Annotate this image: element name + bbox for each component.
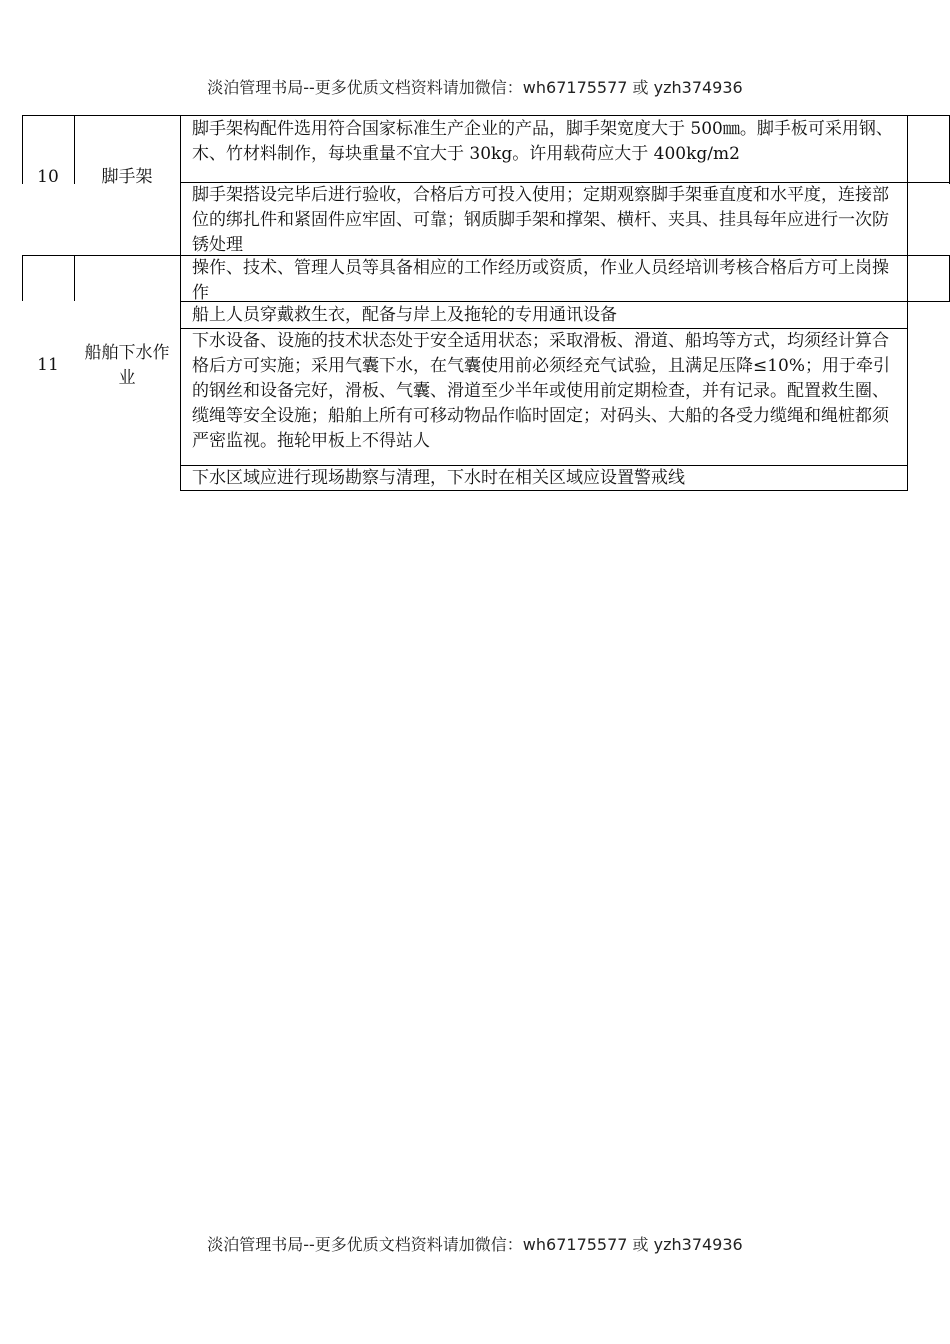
table-rule: [74, 255, 75, 301]
requirement-text: 下水区域应进行现场勘察与清理，下水时在相关区域应设置警戒线: [192, 468, 685, 488]
table-rule: [180, 301, 950, 302]
table-rule: [907, 115, 908, 491]
row-item: 脚手架: [101, 167, 153, 187]
requirement-text: 下水设备、设施的技术状态处于安全适用状态；采取滑板、滑道、船坞等方式，均须经计算合格后方可实施；采用气囊下水，在气囊使用前必须经充气试验，且满足压降≤10%；用于牵引的钢丝和设备完好，滑板、气囊、滑道至少半年或使用前定期检查，并有记录。配置救生圈、缆绳等安全设施；船舶上所有可移动物品作临时固定；对码头、大船的各受力缆绳和绳桩都须严密监视。拖轮甲板上不得站人: [192, 331, 891, 451]
page-footer: 淡泊管理书局--更多优质文档资料请加微信：wh67175577 或 yzh374936: [207, 1235, 743, 1254]
table-rule: [180, 115, 181, 491]
requirement-text: 脚手架构配件选用符合国家标准生产企业的产品，脚手架宽度大于 500㎜。脚手板可采用钢、木、竹材料制作，每块重量不宜大于 30kg。许用载荷应大于 400kg/m2: [192, 119, 893, 164]
table-rule: [22, 115, 950, 116]
page-header: 淡泊管理书局--更多优质文档资料请加微信：wh67175577 或 yzh374936: [207, 78, 743, 97]
row-item: 船舶下水作业: [84, 343, 170, 388]
table-rule: [180, 490, 907, 491]
requirement-text: 操作、技术、管理人员等具备相应的工作经历或资质，作业人员经培训考核合格后方可上岗操作: [192, 258, 889, 301]
row-number: 10: [37, 167, 59, 187]
requirement-text: 脚手架搭设完毕后进行验收，合格后方可投入使用；定期观察脚手架垂直度和水平度，连接部位的绑扎件和紧固件应牢固、可靠；钢质脚手架和撑架、横杆、夹具、挂具每年应进行一次防锈处理: [192, 185, 889, 254]
requirement-text: 船上人员穿戴救生衣，配备与岸上及拖轮的专用通讯设备: [192, 305, 617, 325]
row-number: 11: [37, 355, 59, 375]
table-rule: [22, 255, 23, 301]
